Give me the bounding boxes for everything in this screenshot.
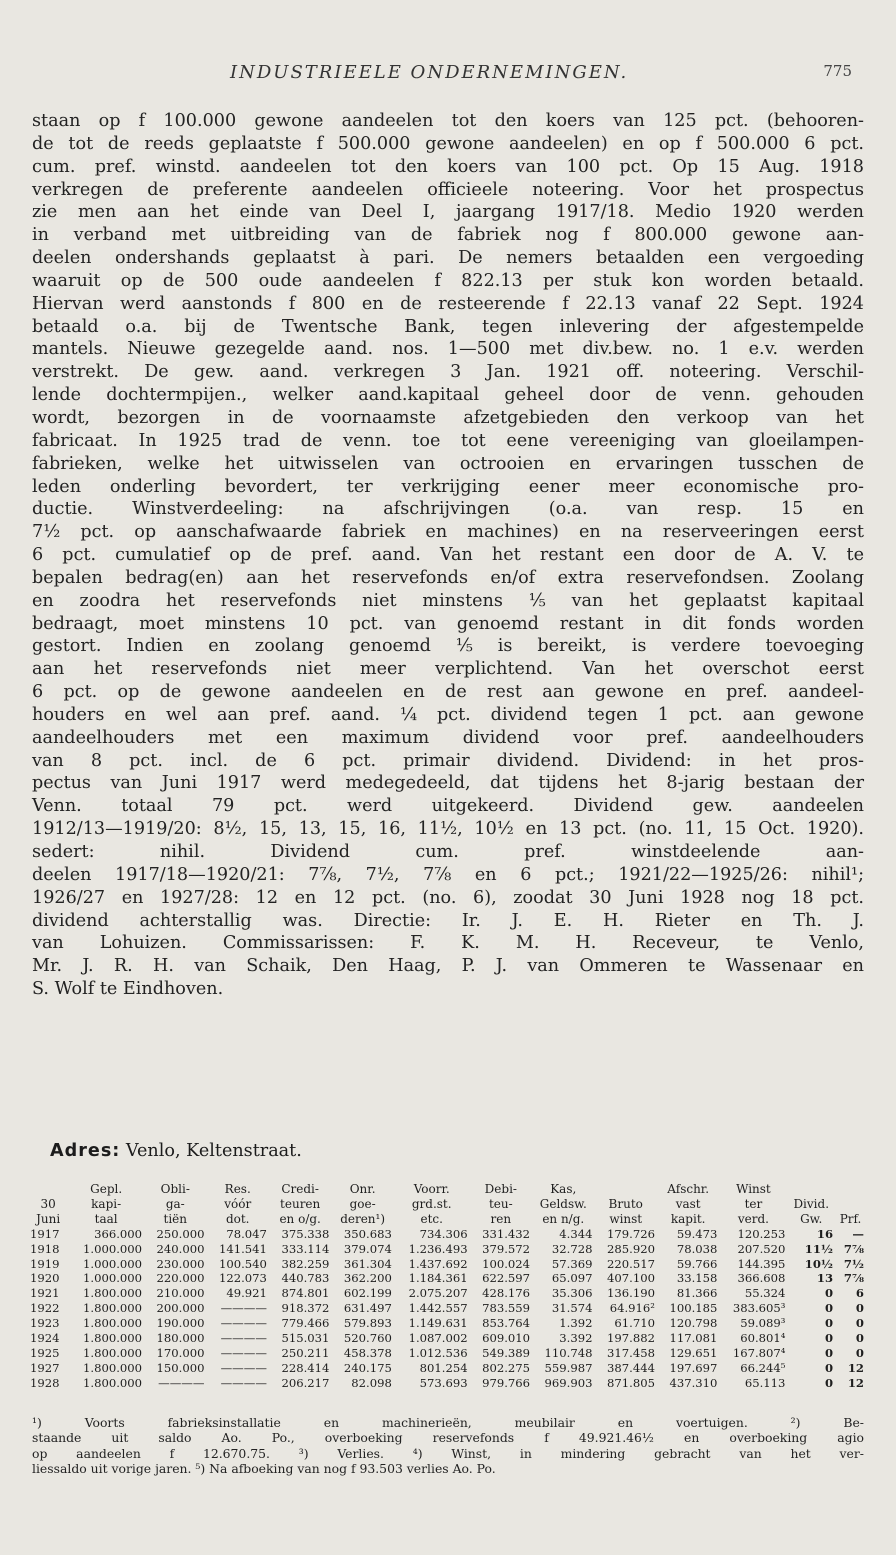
table-cell: 7½: [843, 1256, 864, 1271]
column-header: en n/g.: [542, 1211, 585, 1226]
table-cell: 180.000: [156, 1331, 205, 1346]
text-line: verkregen de preferente aandeelen officieele noteering. Voor het prospectus: [32, 179, 864, 200]
text-line: gestort. Indien en zoolang genoemd ⅕ is bereikt, is verdere toevoeging: [32, 636, 864, 657]
table-cell: 49.921: [226, 1286, 267, 1301]
table-cell: 141.541: [218, 1241, 267, 1256]
table-cell: 1.000.000: [83, 1241, 143, 1256]
table-cell: ————: [220, 1301, 267, 1316]
table-cell: 631.497: [343, 1301, 392, 1316]
table-row: [28, 1346, 866, 1361]
text-line: deelen ondershands geplaatst à pari. De nemers betaalden een vergoeding: [32, 248, 864, 269]
column-header: 30: [40, 1196, 56, 1211]
table-row: [28, 1257, 866, 1272]
text-line: 6 pct. cumulatief op de pref. aand. Van het restant een door de A. V. te: [32, 545, 864, 566]
table-cell: 167.807⁴: [732, 1345, 786, 1360]
table-cell: 387.444: [607, 1360, 655, 1375]
text-line: aandeelhouders met een maximum dividend voor pref. aandeelhouders: [32, 727, 864, 748]
table-cell: 12: [847, 1375, 864, 1390]
table-cell: 228.414: [281, 1360, 330, 1375]
text-line: bepalen bedrag(en) aan het reservefonds en/of extra reservefondsen. Zoolang: [32, 567, 864, 588]
table-cell: 10½: [804, 1256, 834, 1271]
table-cell: 66.244⁵: [740, 1360, 786, 1375]
table-cell: 0: [824, 1301, 834, 1316]
page-header: [0, 62, 896, 92]
table-row: [28, 1316, 866, 1331]
column-header: Debi-: [484, 1182, 517, 1196]
table-cell: 383.605³: [732, 1301, 786, 1316]
table-cell: ————: [220, 1316, 267, 1331]
table-row: [28, 1271, 866, 1286]
table-cell: 1921: [30, 1286, 60, 1301]
table-cell: 197.697: [669, 1360, 718, 1375]
column-header: Voorr.: [413, 1182, 450, 1196]
text-line: deelen 1917/18—1920/21: 7⅞, 7½, 7⅞ en 6 pct.; 1921/22—1925/26: nihil¹;: [32, 864, 864, 885]
column-header: [595, 1182, 657, 1197]
table-cell: 100.185: [669, 1301, 718, 1316]
table-cell: 0: [855, 1345, 864, 1360]
column-header: [835, 1197, 866, 1212]
column-header: Geldsw.: [539, 1196, 587, 1211]
text-line: pectus van Juni 1917 werd medegedeeld, dat tijdens het 8-jarig bestaan der: [32, 773, 864, 794]
table-cell: 240.000: [156, 1241, 205, 1256]
table-cell: 78.047: [226, 1226, 267, 1241]
column-header: Bruto: [608, 1196, 643, 1211]
column-header: kapit.: [670, 1211, 706, 1226]
table-cell: 12: [847, 1360, 864, 1375]
table-cell: 1.184.361: [408, 1271, 468, 1286]
footnote-line: op aandeelen f 12.670.75. ³) Verlies. ⁴) Winst, in mindering gebracht van het ver-: [32, 1445, 864, 1461]
table-cell: 350.683: [343, 1226, 392, 1241]
table-cell: 1.442.557: [408, 1301, 468, 1316]
table-cell: 55.324: [744, 1286, 786, 1301]
table-cell: 59.089³: [740, 1316, 786, 1331]
table-cell: 366.608: [737, 1271, 786, 1286]
table-cell: 0: [855, 1316, 864, 1331]
table-cell: 0: [824, 1331, 834, 1346]
table-cell: 871.805: [607, 1375, 655, 1390]
table-cell: 136.190: [607, 1286, 655, 1301]
column-header: Credi-: [281, 1182, 319, 1196]
table-cell: 60.801⁴: [740, 1331, 786, 1346]
column-header: goe-: [349, 1196, 376, 1211]
table-cell: ————: [158, 1375, 205, 1390]
table-cell: 918.372: [281, 1301, 330, 1316]
text-line: de tot de reeds geplaatste f 500.000 gewone aandeelen) en op f 500.000 6 pct.: [32, 133, 864, 154]
table-cell: 210.000: [156, 1286, 205, 1301]
text-line: waaruit op de 500 oude aandeelen f 822.13 per stuk kon worden betaald.: [32, 270, 864, 291]
text-line: staan op f 100.000 gewone aandeelen tot den koers van 125 pct. (behooren-: [32, 111, 864, 131]
table-cell: 1924: [30, 1331, 60, 1346]
table-cell: 0: [855, 1301, 864, 1316]
text-line: mantels. Nieuwe gezegelde aand. nos. 1—500 met div.bew. no. 1 e.v. werden: [32, 339, 864, 360]
table-body: [28, 1227, 866, 1391]
column-header: dot.: [225, 1211, 250, 1226]
column-header: teuren: [280, 1196, 321, 1211]
table-cell: 428.176: [482, 1286, 531, 1301]
text-line: van 8 pct. incl. de 6 pct. primair dividend. Dividend: in het pros-: [32, 750, 864, 771]
table-cell: —: [852, 1226, 864, 1241]
table-cell: 437.310: [669, 1375, 718, 1390]
table-cell: 969.903: [544, 1375, 593, 1390]
table-cell: 170.000: [156, 1345, 205, 1360]
table-row: [28, 1286, 866, 1301]
table-cell: 64.916²: [609, 1301, 655, 1316]
table-cell: 35.306: [551, 1286, 593, 1301]
column-header: ren: [490, 1211, 512, 1226]
column-header: taal: [94, 1211, 118, 1226]
table-cell: ————: [220, 1345, 267, 1360]
table-cell: 4.344: [559, 1226, 593, 1241]
table-cell: 32.728: [551, 1241, 593, 1256]
table-cell: 333.114: [281, 1241, 330, 1256]
table-cell: 0: [824, 1360, 834, 1375]
table-cell: 7⅞: [843, 1241, 864, 1256]
table-cell: 734.306: [419, 1226, 468, 1241]
financial-table: [28, 1182, 866, 1391]
table-cell: 1920: [30, 1271, 60, 1286]
table-cell: 609.010: [482, 1331, 531, 1346]
running-title: INDUSTRIEELE ONDERNEMINGEN.: [230, 62, 629, 83]
text-line: 1926/27 en 1927/28: 12 en 12 pct. (no. 6), zoodat 30 Juni 1928 nog 18 pct.: [32, 887, 864, 908]
column-header: tiën: [163, 1211, 187, 1226]
column-header: kapi-: [91, 1196, 122, 1211]
text-line: Hiervan werd aanstonds f 800 en de resteerende f 22.13 vanaf 22 Sept. 1924: [32, 293, 864, 314]
column-header: [787, 1182, 835, 1197]
table-cell: ————: [220, 1375, 267, 1390]
table-cell: 81.366: [676, 1286, 718, 1301]
table-cell: 1.392: [559, 1316, 593, 1331]
table-cell: ————: [220, 1360, 267, 1375]
table-cell: 1.800.000: [83, 1360, 143, 1375]
table-cell: 802.275: [482, 1360, 531, 1375]
table-cell: 515.031: [281, 1331, 330, 1346]
table-cell: 779.466: [281, 1316, 330, 1331]
table-cell: 120.798: [669, 1316, 718, 1331]
text-line: 1912/13—1919/20: 8½, 15, 13, 15, 16, 11½, 10½ en 13 pct. (no. 11, 15 Oct. 1920).: [32, 819, 864, 840]
table-cell: 1.087.002: [408, 1331, 468, 1346]
column-header: teu-: [488, 1196, 513, 1211]
text-line: aan het reservefonds niet meer verplichtend. Van het overschot eerst: [32, 659, 864, 680]
column-header: deren¹): [340, 1211, 386, 1226]
table-cell: 375.338: [281, 1226, 330, 1241]
table-cell: 250.000: [156, 1226, 205, 1241]
table-cell: 1.800.000: [83, 1375, 143, 1390]
text-line: lende dochtermpijen., welker aand.kapitaal geheel door de venn. gehouden: [32, 385, 864, 406]
table-header-row: [28, 1212, 866, 1227]
table-cell: 458.378: [343, 1345, 392, 1360]
table-cell: 6: [855, 1286, 864, 1301]
table-cell: 250.211: [281, 1345, 330, 1360]
table-cell: ————: [220, 1331, 267, 1346]
table-cell: 3.392: [559, 1331, 593, 1346]
text-line: S. Wolf te Eindhoven.: [32, 979, 224, 1000]
table-cell: 59.473: [676, 1226, 718, 1241]
table-cell: 1.800.000: [83, 1301, 143, 1316]
table-cell: 59.766: [676, 1256, 718, 1271]
text-line: 7½ pct. op aanschafwaarde fabriek en machines) en na reserveeringen eerst: [32, 522, 864, 543]
table-cell: 1928: [30, 1375, 60, 1390]
table-cell: 207.520: [737, 1241, 786, 1256]
text-line: 6 pct. op de gewone aandeelen en de rest aan gewone en pref. aandeel-: [32, 682, 864, 703]
table-cell: 1.800.000: [83, 1316, 143, 1331]
text-line: verstrekt. De gew. aand. verkregen 3 Jan. 1921 off. noteering. Verschil-: [32, 362, 864, 383]
table-cell: 117.081: [669, 1331, 718, 1346]
table-cell: 100.540: [218, 1256, 267, 1271]
table-header-row: [28, 1182, 866, 1197]
table-cell: 1922: [30, 1301, 60, 1316]
table-cell: 57.369: [551, 1256, 593, 1271]
table-cell: 65.113: [744, 1375, 786, 1390]
table-cell: 78.038: [676, 1241, 718, 1256]
footnotes: [32, 1415, 864, 1477]
column-header: Gw.: [800, 1211, 823, 1226]
table-cell: 559.987: [544, 1360, 593, 1375]
address-line: [50, 1141, 302, 1161]
table-cell: 382.259: [281, 1256, 330, 1271]
column-header: ter: [744, 1196, 763, 1211]
table-cell: 0: [855, 1331, 864, 1346]
text-line: en zoodra het reservefonds niet minstens ⅕ van het geplaatst kapitaal: [32, 590, 864, 611]
text-line: van Lohuizen. Commissarissen: F. K. M. H. Receveur, te Venlo,: [32, 933, 864, 954]
table-cell: 190.000: [156, 1316, 205, 1331]
table-cell: 440.783: [281, 1271, 330, 1286]
table-cell: 361.304: [343, 1256, 392, 1271]
column-header: vast: [675, 1196, 701, 1211]
table-cell: 206.217: [281, 1375, 330, 1390]
table-cell: 331.432: [482, 1226, 531, 1241]
table-cell: 853.764: [482, 1316, 531, 1331]
column-header: [835, 1182, 866, 1197]
column-header: Prf.: [839, 1211, 862, 1226]
table-cell: 1917: [30, 1226, 60, 1241]
table-cell: 622.597: [482, 1271, 531, 1286]
table-cell: 1.437.692: [408, 1256, 468, 1271]
page-number: 775: [823, 62, 852, 80]
text-line: Venn. totaal 79 pct. werd uitgekeerd. Dividend gew. aandeelen: [32, 796, 864, 817]
table-cell: 144.395: [737, 1256, 786, 1271]
column-header: Gepl.: [90, 1182, 123, 1196]
table-cell: 240.175: [343, 1360, 392, 1375]
text-line: ductie. Winstverdeeling: na afschrijvingen (o.a. van resp. 15 en: [32, 499, 864, 520]
table-cell: 11½: [804, 1241, 834, 1256]
table-cell: 100.024: [482, 1256, 531, 1271]
text-line: Mr. J. R. H. van Schaik, Den Haag, P. J. van Ommeren te Wassenaar en: [32, 956, 864, 977]
table-cell: 1.000.000: [83, 1271, 143, 1286]
table-cell: 33.158: [676, 1271, 718, 1286]
column-header: verd.: [737, 1211, 769, 1226]
table-cell: 220.517: [607, 1256, 655, 1271]
table-cell: 200.000: [156, 1301, 205, 1316]
table-row: [28, 1376, 866, 1391]
table-header: [28, 1182, 866, 1227]
text-line: in verband met uitbreiding van de fabriek nog f 800.000 gewone aan-: [32, 225, 864, 246]
table-row: [28, 1227, 866, 1242]
table-cell: 1923: [30, 1316, 60, 1331]
table-cell: 0: [824, 1316, 834, 1331]
text-line: wordt, bezorgen in de voornaamste afzetgebieden den verkoop van het: [32, 407, 864, 428]
table-cell: 874.801: [281, 1286, 330, 1301]
table-cell: 82.098: [351, 1375, 392, 1390]
table-row: [28, 1361, 866, 1376]
table-cell: 1.800.000: [83, 1331, 143, 1346]
text-line: houders en wel aan pref. aand. ¼ pct. dividend tegen 1 pct. aan gewone: [32, 704, 864, 725]
column-header: Res.: [224, 1182, 251, 1196]
table-cell: 179.726: [607, 1226, 655, 1241]
table-row: [28, 1301, 866, 1316]
table-cell: 366.000: [94, 1226, 143, 1241]
table-cell: 7⅞: [843, 1271, 864, 1286]
column-header: Winst: [736, 1182, 771, 1196]
table-cell: 362.200: [343, 1271, 392, 1286]
table-cell: 110.748: [544, 1345, 593, 1360]
column-header: grd.st.: [411, 1196, 452, 1211]
table-cell: 1.012.536: [408, 1345, 468, 1360]
column-header: Kas,: [550, 1182, 577, 1196]
table-cell: 801.254: [419, 1360, 468, 1375]
table-cell: 0: [824, 1375, 834, 1390]
table-cell: 379.572: [482, 1241, 531, 1256]
table-cell: 407.100: [607, 1271, 655, 1286]
text-line: betaald o.a. bij de Twentsche Bank, tegen inlevering der afgestempelde: [32, 316, 864, 337]
column-header: Onr.: [349, 1182, 376, 1196]
table-cell: 1.236.493: [408, 1241, 468, 1256]
table-cell: 549.389: [482, 1345, 531, 1360]
column-header: Divid.: [793, 1196, 830, 1211]
column-header: vóór: [224, 1196, 252, 1211]
table-cell: 1918: [30, 1241, 60, 1256]
table-cell: 573.693: [419, 1375, 468, 1390]
text-line: sedert: nihil. Dividend cum. pref. winstdeelende aan-: [32, 842, 864, 862]
table-cell: 16: [816, 1226, 834, 1241]
table-cell: 1.800.000: [83, 1286, 143, 1301]
table-cell: 1.800.000: [83, 1345, 143, 1360]
table-cell: 520.760: [343, 1331, 392, 1346]
column-header: Juni: [36, 1211, 61, 1226]
column-header: etc.: [420, 1211, 443, 1226]
table-cell: 1.000.000: [83, 1256, 143, 1271]
table-cell: 122.073: [218, 1271, 267, 1286]
text-line: zie men aan het einde van Deel I, jaargang 1917/18. Medio 1920 werden: [32, 202, 864, 223]
table-cell: 61.710: [614, 1316, 655, 1331]
column-header: [28, 1182, 68, 1197]
table-cell: 13: [816, 1271, 834, 1286]
text-line: fabrieken, welke het uitwisselen van octrooien en ervaringen tusschen de: [32, 453, 864, 474]
table-cell: 379.074: [343, 1241, 392, 1256]
table-cell: 0: [824, 1345, 834, 1360]
table-cell: 0: [824, 1286, 834, 1301]
table-cell: 285.920: [607, 1241, 655, 1256]
column-header: ga-: [165, 1196, 185, 1211]
text-line: bedraagt, moet minstens 10 pct. van genoemd restant in dit fonds worden: [32, 613, 864, 634]
table-cell: 31.574: [551, 1301, 593, 1316]
table-cell: 602.199: [343, 1286, 392, 1301]
body-paragraph: [32, 110, 864, 1001]
column-header: winst: [609, 1211, 643, 1226]
table-row: [28, 1331, 866, 1346]
footnote-line: liessaldo uit vorige jaren. ⁵) Na afboeking van nog f 93.503 verlies Ao. Po.: [32, 1461, 496, 1477]
table-cell: 220.000: [156, 1271, 205, 1286]
table-cell: 150.000: [156, 1360, 205, 1375]
table-row: [28, 1242, 866, 1257]
footnote-line: staande uit saldo Ao. Po., overboeking reservefonds f 49.921.46½ en overboeking agio: [32, 1430, 864, 1446]
table-cell: 1.149.631: [408, 1316, 468, 1331]
table-header-row: [28, 1197, 866, 1212]
column-header: en o/g.: [279, 1211, 321, 1226]
table-cell: 1927: [30, 1360, 60, 1375]
table-cell: 783.559: [482, 1301, 531, 1316]
table-cell: 197.882: [607, 1331, 655, 1346]
table-cell: 65.097: [551, 1271, 593, 1286]
table-cell: 1925: [30, 1345, 60, 1360]
table-cell: 120.253: [737, 1226, 786, 1241]
table-cell: 230.000: [156, 1256, 205, 1271]
table-cell: 129.651: [669, 1345, 718, 1360]
column-header: Afschr.: [667, 1182, 710, 1196]
address-label: Adres:: [50, 1141, 121, 1161]
footnote-line: ¹) Voorts fabrieksinstallatie en machinerieën, meubilair en voertuigen. ²) Be-: [32, 1415, 864, 1430]
table-cell: 1919: [30, 1256, 60, 1271]
text-line: cum. pref. winstd. aandeelen tot den koers van 100 pct. Op 15 Aug. 1918: [32, 156, 864, 177]
table-cell: 317.458: [607, 1345, 655, 1360]
text-line: leden onderling bevordert, ter verkrijging eener meer economische pro-: [32, 476, 864, 497]
text-line: dividend achterstallig was. Directie: Ir. J. E. H. Rieter en Th. J.: [32, 910, 864, 931]
column-header: Obli-: [160, 1182, 190, 1196]
table-cell: 979.766: [482, 1375, 531, 1390]
table-cell: 579.893: [343, 1316, 392, 1331]
text-line: fabricaat. In 1925 trad de venn. toe tot eene vereeniging van gloeilampen-: [32, 430, 864, 451]
address-value: Venlo, Keltenstraat.: [125, 1141, 302, 1161]
table-cell: 2.075.207: [408, 1286, 468, 1301]
